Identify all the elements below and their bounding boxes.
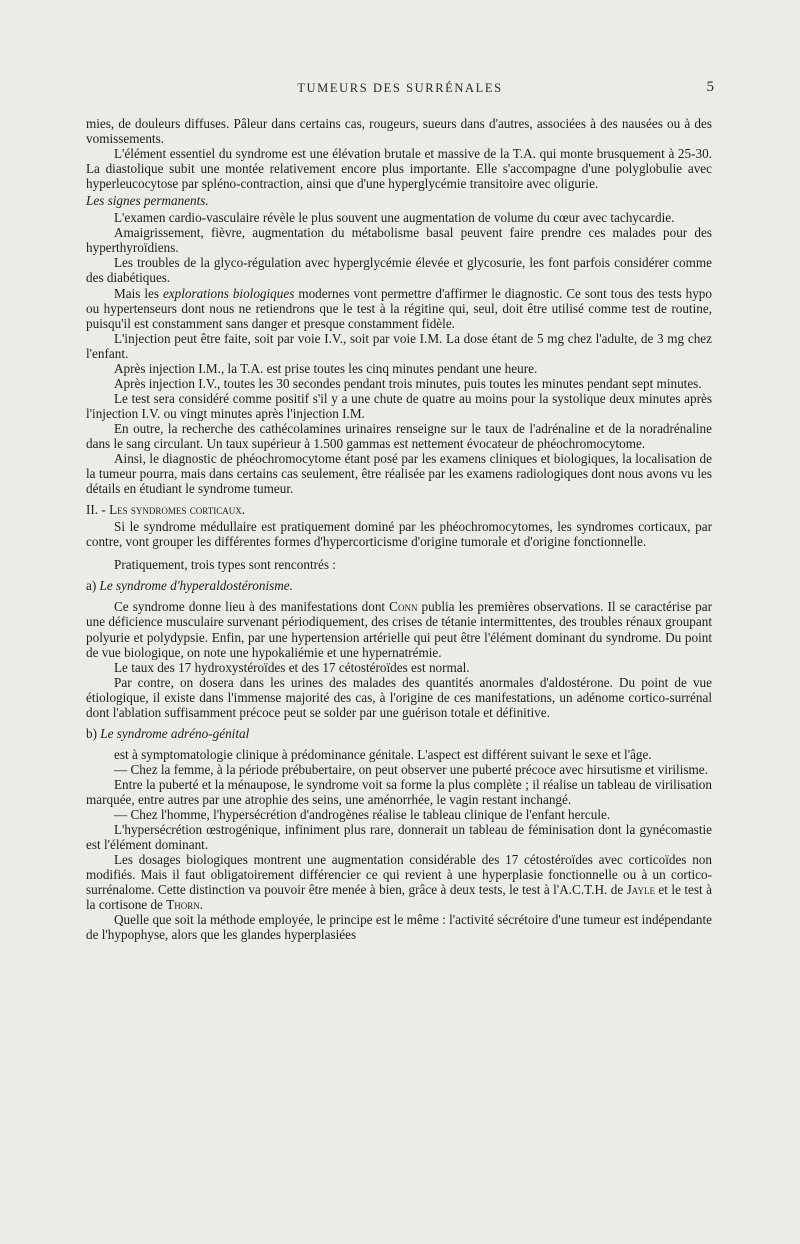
page-header [0,81,800,101]
paragraph: Amaigrissement, fièvre, augmentation du métabolisme basal peuvent faire prendre ces malades pour des hyperthyroïdiens. [86,225,712,256]
paragraph: Entre la puberté et la ménaupose, le syndrome voit sa forme la plus complète ; il réalise un tableau de virilisation marquée, entre autres par une atrophie des seins, une aménorrhée, le vagin restant inchangé. [86,776,712,807]
author-name: Jayle [626,882,655,898]
subheading: Les signes permanents. [86,193,209,209]
subheading-text: Le syndrome d'hyperaldostéronisme. [99,578,293,594]
list-label: a) [86,578,97,594]
paragraph [86,286,712,331]
paragraph: Par contre, on dosera dans les urines des malades des quantités anormales d'aldostérone. Du point de vue étiologique, il existe dans l'immense majorité des cas, à l'origine de ces manifestations, un adénome cortico-surrénal dont l'ablation suffisamment précoce peut se solder par une guérison totale et définitive. [86,674,712,720]
paragraph-text: Les dosages biologiques montrent une augmentation considérable des 17 cétostéroïdes avec corticoïdes non modifiés. Mais il faut obligatoirement différencier ce qui revient à une hyperplasie fonctionnelle ou à un cortico-surrénalome. Cette distinction va pouvoir être menée à bien, grâce à deux tests, le test à l'A.C.T.H. de [86,852,712,898]
author-name: Conn [389,599,418,615]
paragraph: est à symptomatologie clinique à prédominance génitale. L'aspect est différent suivant le sexe et l'âge. [114,746,652,762]
paragraph-text: . [199,897,204,913]
paragraph: — Chez l'homme, l'hypersécrétion d'androgènes réalise le tableau clinique de l'enfant hercule. [114,807,611,823]
author-name: Thorn [166,897,200,913]
paragraph: — Chez la femme, à la période prébubertaire, on peut observer une puberté précoce avec hirsutisme et virilisme. [114,761,708,777]
subheading [86,726,712,741]
paragraph: L'injection peut être faite, soit par voie I.V., soit par voie I.M. La dose étant de 5 mg chez l'adulte, de 3 mg chez l'enfant. [86,330,712,361]
paragraph: Après injection I.V., toutes les 30 secondes pendant trois minutes, puis toutes les minutes pendant sept minutes. [114,375,702,391]
paragraph-text: modernes vont permettre d'affirmer le diagnostic. Ce sont tous des tests hypo ou hypertenseurs dont nous ne retiendrons que le test à la régitine qui, seul, doit être utilisé comme test de routine, puisqu'il est constamment sans danger et presque constamment fidèle. [86,285,712,331]
paragraph [86,852,712,912]
body-text [86,116,712,942]
paragraph: L'élément essentiel du syndrome est une élévation brutale et massive de la T.A. qui monte brusquement à 25-30. La diastolique subit une montée relativement encore plus importante. Elle s'accompagne d'une polyglobulie avec hyperleucocytose par spléno-contraction, ainsi que d'une hyperglycémie transitoire avec oligurie. [86,146,712,192]
paragraph: Après injection I.M., la T.A. est prise toutes les cinq minutes pendant une heure. [114,360,538,376]
paragraph [86,599,712,659]
paragraph: Pratiquement, trois types sont rencontrés : [114,557,336,573]
paragraph-text: Ce syndrome donne lieu à des manifestations dont [114,599,390,615]
running-title: TUMEURS DES SURRÉNALES [297,81,503,95]
paragraph: L'hypersécrétion œstrogénique, infiniment plus rare, donnerait un tableau de féminisation dont la gynécomastie est l'élément dominant. [86,822,712,853]
subheading [86,578,712,593]
paragraph-text: publia les premières observations. Il se caractérise par une déficience musculaire survenant périodiquement, des crises de tétanie intermittentes, des troubles rénaux groupant polyurie et polydypsie. Enfin, par une hypertension artérielle qui peut être l'élément dominant du syndrome. Du point de vue biologique, on note une hypokaliémie et une hypernatrémie. [86,599,712,660]
paragraph-text: et le test à la cortisone de [86,882,712,913]
paragraph: L'examen cardio-vasculaire révèle le plus souvent une augmentation de volume du cœur avec tachycardie. [114,210,675,226]
paragraph: Ainsi, le diagnostic de phéochromocytome étant posé par les examens cliniques et biologiques, la localisation de la tumeur pourra, mais dans certains cas seulement, être réalisée par les examens radiologiques dont nous avons vu les détails en étudiant le syndrome tumeur. [86,451,712,497]
subheading-text: Le syndrome adréno-génital [100,725,250,741]
page-number: 5 [706,79,714,95]
paragraph: Le taux des 17 hydroxystéroïdes et des 17 cétostéroïdes est normal. [114,659,470,675]
list-label: b) [86,725,97,741]
paragraph: En outre, la recherche des cathécolamines urinaires renseigne sur le taux de l'adrénaline et de la noradrénaline dans le sang circulant. Un taux supérieur à 1.500 gammas est nettement évocateur de phéochromocytome. [86,420,712,451]
paragraph: mies, de douleurs diffuses. Pâleur dans certains cas, rougeurs, sueurs dans d'autres, associées à des nausées ou à des vomissements. [86,116,712,147]
paragraph: Le test sera considéré comme positif s'il y a une chute de quatre au moins pour la systolique deux minutes après l'injection I.V. ou vingt minutes après l'injection I.M. [86,390,712,421]
paragraph: Si le syndrome médullaire est pratiquement dominé par les phéochromocytomes, les syndromes corticaux, par contre, vont grouper les différentes formes d'hypercorticisme d'origine tumorale et d'origine fonctionnelle. [86,519,712,550]
paragraph-text: Mais les [114,285,163,301]
paragraph: Quelle que soit la méthode employée, le principe est le même : l'activité sécrétoire d'une tumeur est indépendante de l'hypophyse, alors que les glandes hyperplasiées [86,912,712,943]
paragraph: Les troubles de la glyco-régulation avec hyperglycémie élevée et glycosurie, les font parfois considérer comme des diabétiques. [86,255,712,286]
emphasis-text: explorations biologiques [162,285,295,301]
section-heading: II. - Les syndromes corticaux. [86,502,245,518]
